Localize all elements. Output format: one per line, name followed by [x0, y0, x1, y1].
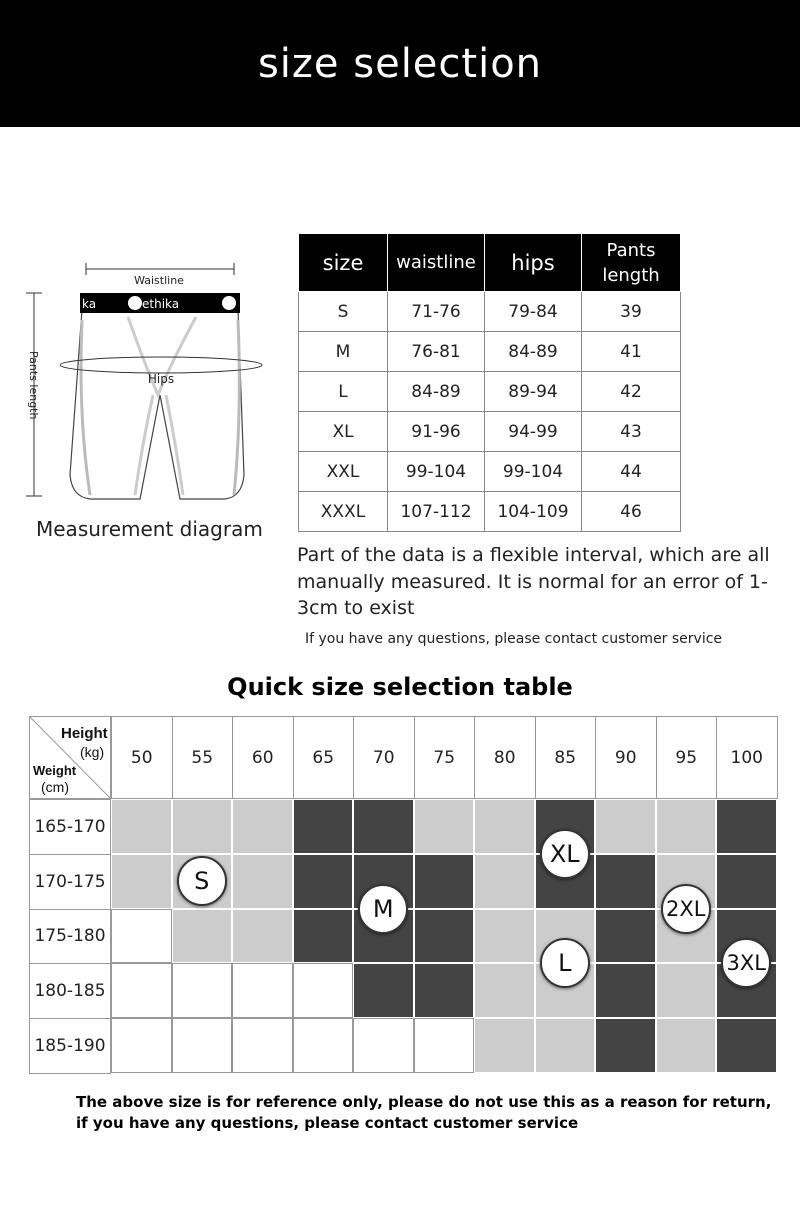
size-grid-cell [172, 963, 233, 1018]
hips-label: Hips [147, 372, 175, 386]
weight-col-header: 70 [353, 716, 415, 799]
page-header [0, 0, 800, 127]
size-grid-cell [414, 799, 475, 854]
waistline-cell: 76-81 [388, 332, 485, 372]
size-grid-cell [172, 1018, 233, 1073]
shorts-outline [70, 310, 244, 499]
size-grid-cell [293, 909, 354, 964]
size-grid-cell [111, 963, 172, 1018]
weight-col-header: 80 [474, 716, 536, 799]
col-hips: hips [485, 234, 582, 292]
size-grid-cell [595, 963, 656, 1018]
size-grid-cell [172, 909, 233, 964]
length-cell: 44 [582, 452, 681, 492]
brand-left-text: ka [82, 297, 97, 311]
waistline-cell: 99-104 [388, 452, 485, 492]
col-pants-length-label: Pants length [602, 239, 660, 286]
height-row-header: 165-170 [29, 799, 111, 855]
brand-text: ethika [142, 297, 180, 311]
size-grid-cell [353, 1018, 414, 1073]
size-grid-cell [595, 909, 656, 964]
weight-col-header: 90 [595, 716, 657, 799]
height-row-header: 175-180 [29, 909, 111, 965]
length-cell: 43 [582, 412, 681, 452]
table-row [299, 292, 681, 332]
table-row [299, 492, 681, 532]
measurement-diagram [20, 255, 275, 505]
size-badge-s: S [177, 856, 227, 906]
weight-col-header: 65 [293, 716, 355, 799]
size-grid-cell [595, 854, 656, 909]
size-grid-cell [293, 799, 354, 854]
size-grid-cell [414, 1018, 475, 1073]
weight-col-header: 55 [172, 716, 234, 799]
size-grid-cell [353, 799, 414, 854]
hips-cell: 94-99 [485, 412, 582, 452]
waistline-cell: 91-96 [388, 412, 485, 452]
size-cell: XL [299, 412, 388, 452]
size-cell: S [299, 292, 388, 332]
length-cell: 39 [582, 292, 681, 332]
contact-note: If you have any questions, please contact customer service [305, 631, 723, 647]
diagram-caption: Measurement diagram [36, 517, 263, 541]
waistline-label: Waistline [134, 274, 184, 287]
size-grid-cell [293, 963, 354, 1018]
grid-corner [29, 716, 111, 799]
size-grid-cell [716, 799, 777, 854]
table-row [299, 412, 681, 452]
size-grid-cell [474, 854, 535, 909]
size-cell: M [299, 332, 388, 372]
col-waistline: waistline [388, 234, 485, 292]
size-grid-cell [595, 1018, 656, 1073]
size-cell: XXXL [299, 492, 388, 532]
hips-cell: 99-104 [485, 452, 582, 492]
corner-height-unit: (kg) [80, 744, 105, 760]
size-badge-xl: XL [540, 829, 590, 879]
size-table-header [299, 234, 681, 292]
size-grid-cell [111, 1018, 172, 1073]
size-grid-cell [474, 909, 535, 964]
size-grid-cell [474, 963, 535, 1018]
length-cell: 46 [582, 492, 681, 532]
size-grid-cell [474, 1018, 535, 1073]
weight-col-header: 75 [414, 716, 476, 799]
weight-col-header: 95 [656, 716, 718, 799]
size-grid-cell [716, 1018, 777, 1073]
footer-disclaimer [76, 1092, 771, 1134]
page-title: size selection [257, 40, 543, 87]
size-grid-cell [111, 854, 172, 909]
size-grid-cell [656, 963, 717, 1018]
footer-line-1: The above size is for reference only, please do not use this as a reason for return, [76, 1093, 772, 1111]
size-grid-cell [232, 963, 293, 1018]
size-grid-cell [656, 1018, 717, 1073]
size-grid-cell [111, 909, 172, 964]
corner-weight-label: Weight [33, 763, 77, 778]
size-badge-m: M [358, 884, 408, 934]
table-row [299, 332, 681, 372]
size-grid-cell [172, 799, 233, 854]
size-grid-cell [293, 854, 354, 909]
size-grid-cell [111, 799, 172, 854]
length-cell: 42 [582, 372, 681, 412]
size-cell: XXL [299, 452, 388, 492]
size-grid-cell [535, 1018, 596, 1073]
size-grid-cell [232, 854, 293, 909]
height-row-header: 170-175 [29, 854, 111, 910]
weight-col-header: 60 [232, 716, 294, 799]
size-grid-cell [353, 963, 414, 1018]
col-size: size [299, 234, 388, 292]
size-cell: L [299, 372, 388, 412]
size-grid-cell [414, 963, 475, 1018]
size-grid-cell [716, 854, 777, 909]
size-grid-cell [414, 909, 475, 964]
length-label: Pants length [27, 351, 40, 420]
size-grid-cell [656, 799, 717, 854]
weight-col-header: 50 [111, 716, 173, 799]
hips-cell: 89-94 [485, 372, 582, 412]
size-grid-cell [293, 1018, 354, 1073]
hips-cell: 79-84 [485, 292, 582, 332]
size-badge-2xl: 2XL [661, 884, 711, 934]
quick-table-title: Quick size selection table [227, 673, 573, 701]
table-row [299, 452, 681, 492]
waistline-cell: 107-112 [388, 492, 485, 532]
waistline-cell: 84-89 [388, 372, 485, 412]
footer-line-2: if you have any questions, please contact customer service [76, 1114, 579, 1132]
measurement-note: Part of the data is a flexible interval, which are all manually measured. It is normal for an error of 1-3cm to exist [297, 544, 770, 619]
table-row [299, 372, 681, 412]
height-row-header: 185-190 [29, 1018, 111, 1074]
size-badge-l: L [540, 938, 590, 988]
height-row-header: 180-185 [29, 963, 111, 1019]
size-grid-cell [232, 909, 293, 964]
col-pants-length [582, 234, 681, 292]
size-grid-cell [474, 799, 535, 854]
shorts-illustration [20, 255, 275, 505]
size-grid-cell [595, 799, 656, 854]
size-grid-cell [232, 799, 293, 854]
hips-cell: 84-89 [485, 332, 582, 372]
waistline-cell: 71-76 [388, 292, 485, 332]
size-grid-cell [232, 1018, 293, 1073]
size-table [298, 233, 681, 532]
hips-cell: 104-109 [485, 492, 582, 532]
size-badge-3xl: 3XL [721, 938, 771, 988]
corner-weight-unit: (cm) [41, 779, 69, 795]
weight-col-header: 100 [716, 716, 778, 799]
corner-height-label: Height [61, 725, 108, 742]
weight-col-header: 85 [535, 716, 597, 799]
length-cell: 41 [582, 332, 681, 372]
size-grid-cell [414, 854, 475, 909]
